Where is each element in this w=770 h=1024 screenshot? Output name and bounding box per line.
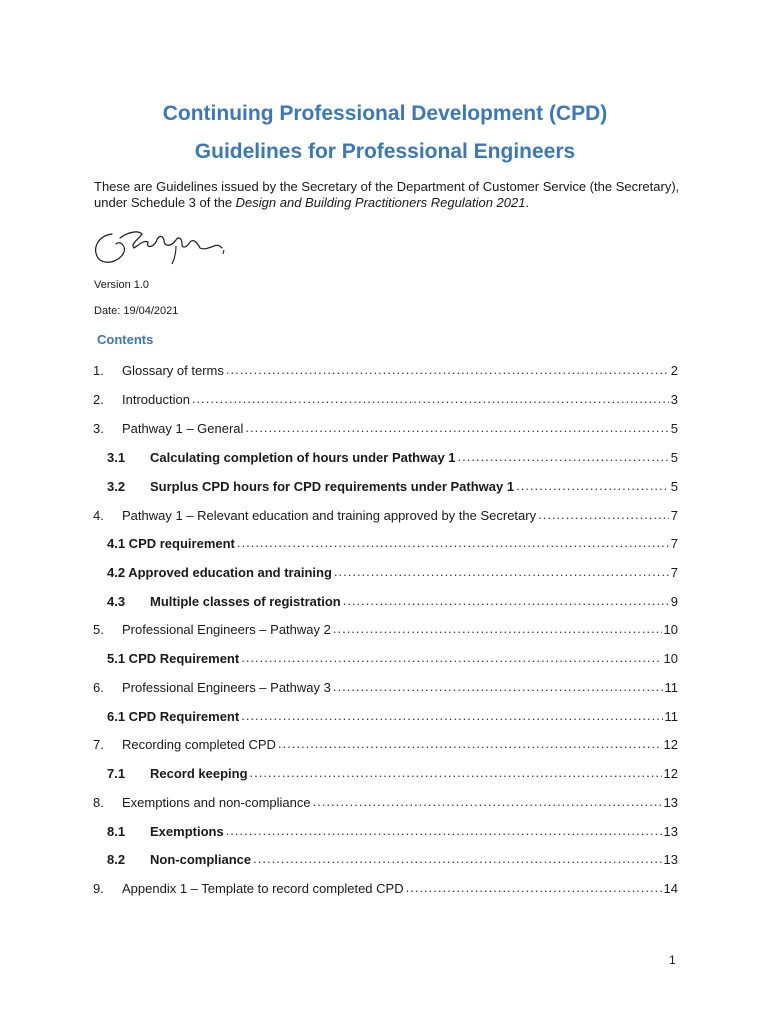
- intro-paragraph: [94, 179, 684, 211]
- toc-number: 8.2: [107, 852, 126, 867]
- toc-item[interactable]: [93, 849, 678, 867]
- toc-text: Introduction: [122, 392, 190, 407]
- toc-text: Glossary of terms: [122, 363, 224, 378]
- toc-number: 8.1: [107, 824, 126, 839]
- toc-item[interactable]: [93, 619, 678, 637]
- toc-page: 13: [663, 795, 678, 810]
- toc-page: 10: [663, 651, 678, 666]
- toc-page: 2: [670, 363, 678, 378]
- toc-page: 7: [670, 536, 678, 551]
- toc-page: 3: [670, 392, 678, 407]
- toc-page: 11: [664, 680, 678, 695]
- toc-page: 5: [670, 421, 678, 436]
- toc-item[interactable]: [93, 706, 678, 724]
- toc-number: 4.3: [107, 594, 126, 609]
- toc-page: 13: [663, 852, 678, 867]
- toc-number: 3.: [93, 421, 104, 436]
- toc-text: 4.2 Approved education and training: [107, 565, 332, 580]
- toc-item[interactable]: [93, 389, 678, 407]
- toc-number: 7.1: [107, 766, 126, 781]
- toc-page: 7: [670, 565, 678, 580]
- toc-text: Appendix 1 – Template to record completed CPD: [122, 881, 404, 896]
- toc-item[interactable]: [93, 447, 678, 465]
- toc-page: 9: [670, 594, 678, 609]
- toc-item[interactable]: [93, 562, 678, 580]
- toc-number: 9.: [93, 881, 104, 896]
- toc-item[interactable]: [93, 360, 678, 378]
- toc-text: Recording completed CPD: [122, 737, 276, 752]
- regulation-name: Design and Building Practitioners Regulation 2021: [235, 195, 526, 210]
- toc-page: 5: [670, 479, 678, 494]
- signature-image: [90, 222, 230, 268]
- toc-number: 8.: [93, 795, 104, 810]
- toc-item[interactable]: [93, 591, 678, 609]
- page-number: 1: [669, 953, 676, 967]
- toc-number: 3.2: [107, 479, 126, 494]
- document-title-line-1: Continuing Professional Development (CPD): [162, 102, 608, 125]
- toc-number: 4.: [93, 508, 104, 523]
- document-title-line-2: Guidelines for Professional Engineers: [194, 140, 576, 163]
- toc-page: 7: [670, 508, 678, 523]
- toc-item[interactable]: [93, 476, 678, 494]
- version-label: Version 1.0: [94, 279, 150, 291]
- toc-item[interactable]: [93, 878, 678, 896]
- toc-text: Multiple classes of registration: [150, 594, 341, 609]
- toc-text: 4.1 CPD requirement: [107, 536, 235, 551]
- toc-number: 2.: [93, 392, 104, 407]
- toc-text: Pathway 1 – General: [122, 421, 244, 436]
- toc-text: Professional Engineers – Pathway 3: [122, 680, 331, 695]
- toc-page: 12: [663, 766, 678, 781]
- toc-page: 12: [663, 737, 678, 752]
- toc-item[interactable]: [93, 677, 678, 695]
- toc-page: 13: [663, 824, 678, 839]
- toc-item[interactable]: [93, 763, 678, 781]
- toc-text: 6.1 CPD Requirement: [107, 709, 240, 724]
- toc-page: 10: [663, 622, 678, 637]
- toc-item[interactable]: [93, 533, 678, 551]
- toc-item[interactable]: [93, 821, 678, 839]
- toc-number: 3.1: [107, 450, 126, 465]
- contents-heading: Contents: [97, 332, 154, 347]
- toc-text: 5.1 CPD Requirement: [107, 651, 240, 666]
- intro-text: These are Guidelines issued by the Secretary of the Department of Customer Service (the Secretary), under Schedule 3 of the: [94, 179, 680, 210]
- toc-item[interactable]: [93, 792, 678, 810]
- toc-page: 11: [664, 709, 678, 724]
- toc-number: 7.: [93, 737, 104, 752]
- toc-number: 1.: [93, 363, 104, 378]
- toc-text: Professional Engineers – Pathway 2: [122, 622, 331, 637]
- toc-text: Pathway 1 – Relevant education and training approved by the Secretary: [122, 508, 537, 523]
- toc-number: 5.: [93, 622, 104, 637]
- toc-item[interactable]: [93, 648, 678, 666]
- date-label: Date: 19/04/2021: [94, 305, 179, 317]
- toc-number: 6.: [93, 680, 104, 695]
- toc-text: Record keeping: [150, 766, 248, 781]
- toc-item[interactable]: [93, 734, 678, 752]
- toc-item[interactable]: [93, 418, 678, 436]
- toc-text: Non-compliance: [150, 852, 252, 867]
- toc-page: 5: [670, 450, 678, 465]
- toc-text: Exemptions: [150, 824, 224, 839]
- toc-text: Calculating completion of hours under Pathway 1: [150, 450, 456, 465]
- toc-text: Exemptions and non-compliance: [122, 795, 311, 810]
- toc-page: 14: [663, 881, 678, 896]
- toc-text: Surplus CPD hours for CPD requirements under Pathway 1: [150, 479, 515, 494]
- intro-text-end: .: [525, 195, 530, 210]
- toc-item[interactable]: [93, 505, 678, 523]
